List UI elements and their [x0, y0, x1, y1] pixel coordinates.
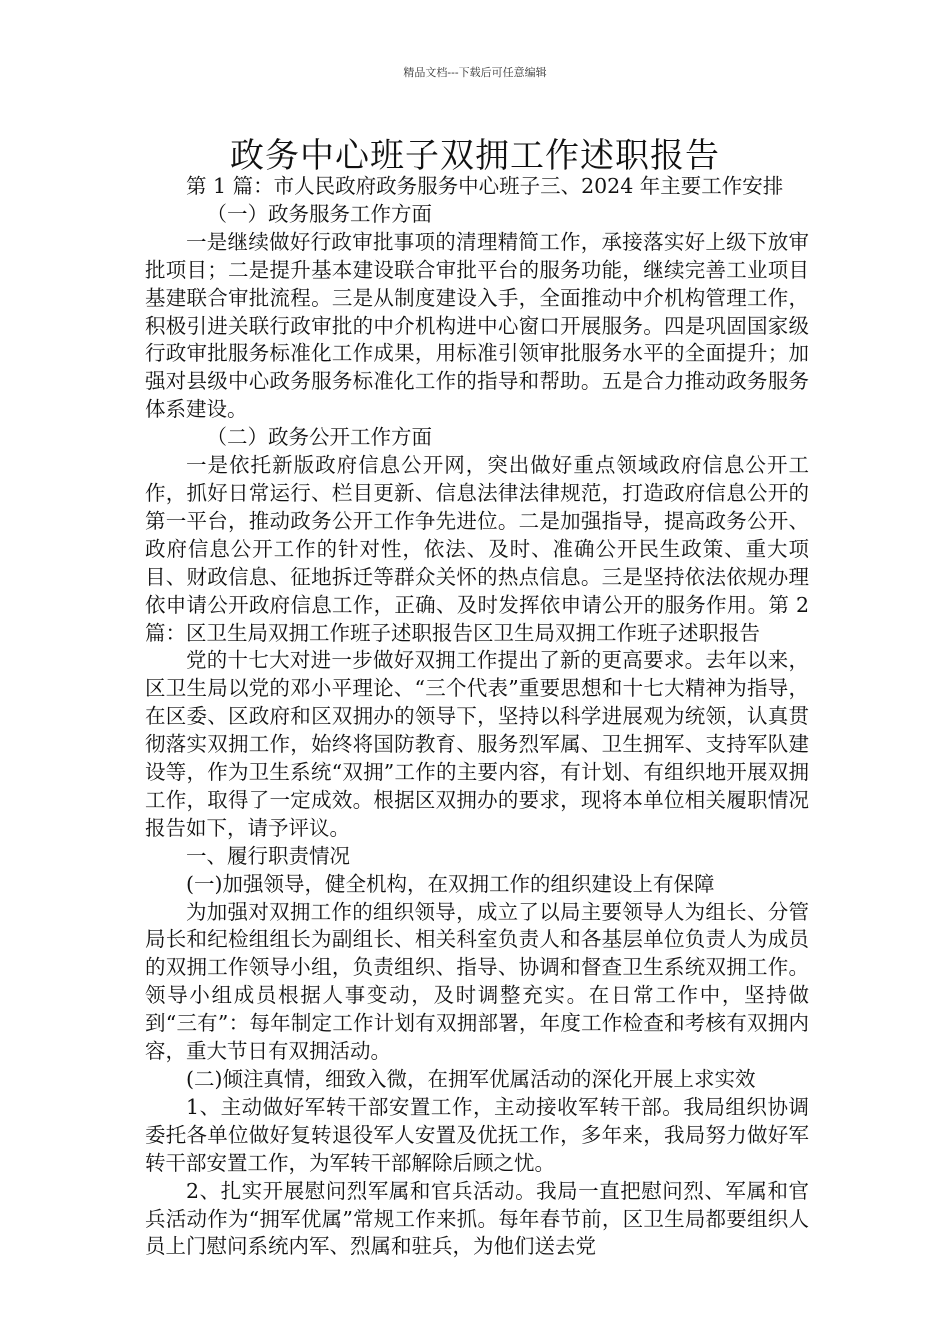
paragraph: 为加强对双拥工作的组织领导，成立了以局主要领导人为组长、分管局长和纪检组组长为副组长、相关科室负责人和各基层单位负责人为成员的双拥工作领导小组，负责组织、指导、协调和督查卫生系统双拥工作。领导小组成员根据人事变动，及时调整充实。在日常工作中，坚持做到“三有”：每年制定工作计划有双拥部署，年度工作检查和考核有双拥内容，重大节日有双拥活动。 [145, 899, 809, 1064]
document-body [145, 173, 809, 1261]
paragraph: 1、主动做好军转干部安置工作，主动接收军转干部。我局组织协调委托各单位做好复转退役军人安置及优抚工作，多年来，我局努力做好军转干部安置工作，为军转干部解除后顾之忧。 [145, 1094, 809, 1175]
header-note: 精品文档---下载后可任意编辑 [403, 66, 547, 79]
paragraph-part1-heading: 第 1 篇：市人民政府政务服务中心班子三、2024 年主要工作安排 [186, 174, 784, 198]
paragraph: 一是依托新版政府信息公开网，突出做好重点领域政府信息公开工作，抓好日常运行、栏目更新、信息法律法律规范，打造政府信息公开的第一平台，推动政务公开工作争先进位。二是加强指导，提高政务公开、政府信息公开工作的针对性，依法、及时、准确公开民生政策、重大项目、财政信息、征地拆迁等群众关怀的热点信息。三是坚持依法依规办理依申请公开政府信息工作，正确、及时发挥依申请公开的服务作用。第 2 篇：区卫生局双拥工作班子述职报告区卫生局双拥工作班子述职报告 [145, 453, 809, 645]
section-heading-duties: 一、履行职责情况 [186, 843, 350, 868]
document-title: 政务中心班子双拥工作述职报告 [230, 136, 720, 176]
section-heading-government-services: （一）政务服务工作方面 [206, 201, 432, 226]
section-heading-government-affairs-disclosure: （二）政务公开工作方面 [206, 425, 432, 450]
subsection-heading: (一)加强领导，健全机构，在双拥工作的组织建设上有保障 [186, 871, 715, 896]
paragraph: 党的十七大对进一步做好双拥工作提出了新的更高要求。去年以来，区卫生局以党的邓小平理论、“三个代表”重要思想和十七大精神为指导，在区委、区政府和区双拥办的领导下，坚持以科学进展观为统领，认真贯彻落实双拥工作，始终将国防教育、服务烈军属、卫生拥军、支持军队建设等，作为卫生系统“双拥”工作的主要内容，有计划、有组织地开展双拥工作，取得了一定成效。根据区双拥办的要求，现将本单位相关履职情况报告如下，请予评议。 [145, 648, 809, 840]
subsection-heading: (二)倾注真情，细致入微，在拥军优属活动的深化开展上求实效 [186, 1067, 756, 1091]
paragraph: 一是继续做好行政审批事项的清理精简工作，承接落实好上级下放审批项目；二是提升基本建设联合审批平台的服务功能，继续完善工业项目基建联合审批流程。三是从制度建设入手，全面推动中介机构管理工作，积极引进关联行政审批的中介机构进中心窗口开展服务。四是巩固国家级行政审批服务标准化工作成果，用标准引领审批服务水平的全面提升；加强对县级中心政务服务标准化工作的指导和帮助。五是合力推动政务服务体系建设。 [145, 229, 809, 422]
paragraph: 2、扎实开展慰问烈军属和官兵活动。我局一直把慰问烈、军属和官兵活动作为“拥军优属”常规工作来抓。每年春节前，区卫生局都要组织人员上门慰问系统内军、烈属和驻兵，为他们送去党 [145, 1178, 809, 1259]
